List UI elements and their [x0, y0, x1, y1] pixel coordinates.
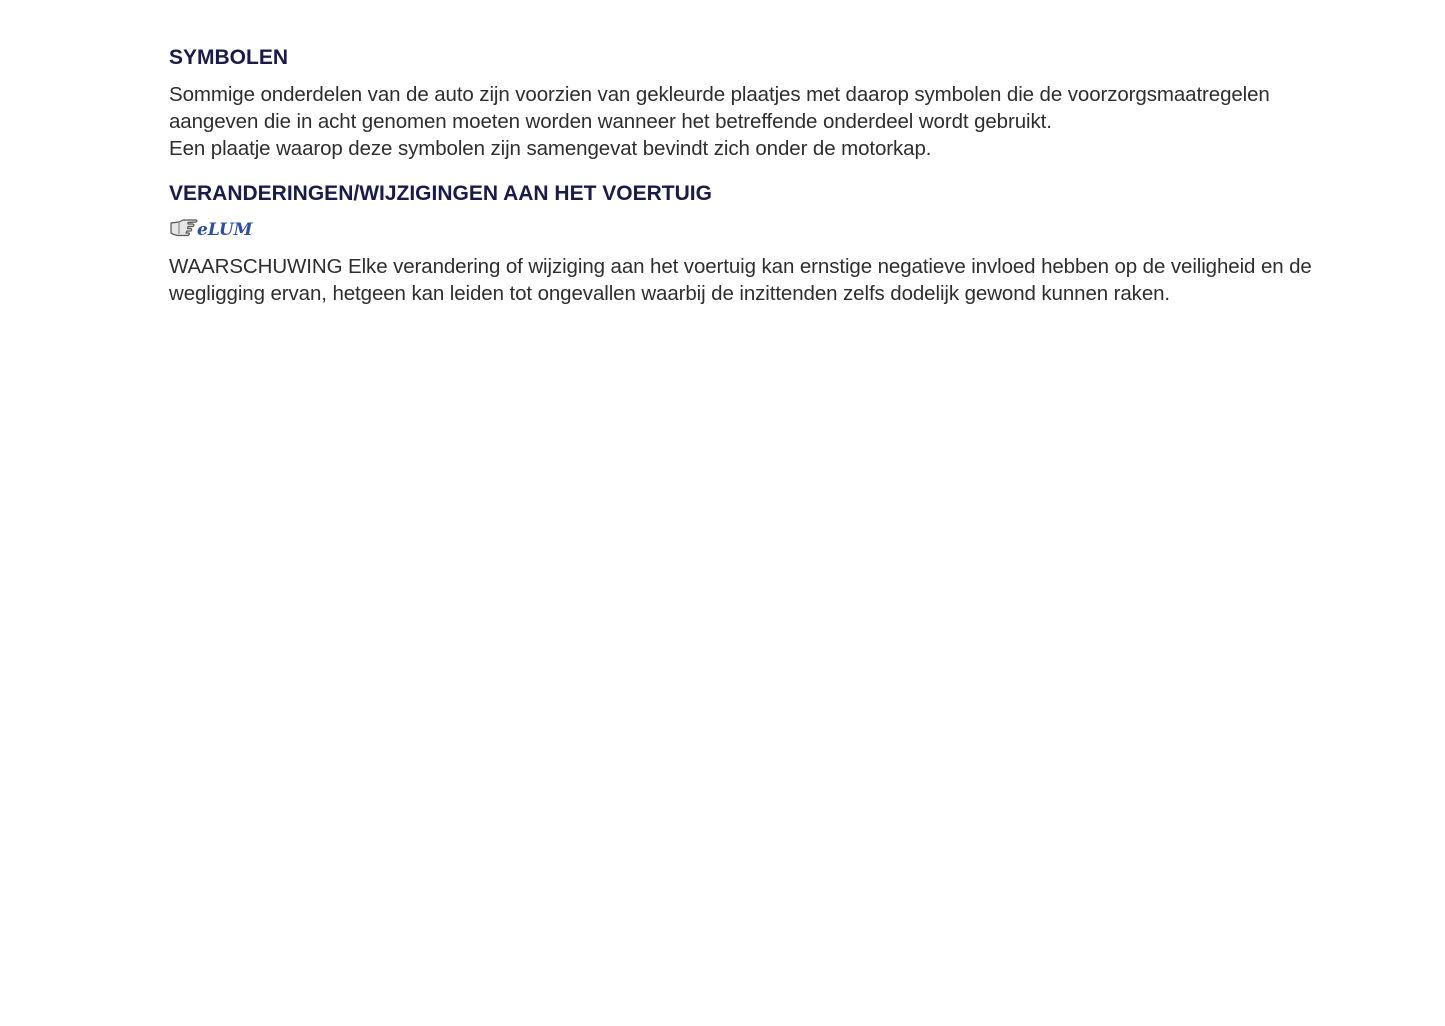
paragraph-line: Een plaatje waarop deze symbolen zijn samengevat bevindt zich onder de motorkap. [169, 137, 932, 160]
logo-lettering: eLUM [197, 220, 253, 240]
section-paragraph-veranderingen [169, 253, 1369, 307]
section-heading-symbolen: SYMBOLEN [169, 46, 289, 69]
elum-logo [169, 213, 1369, 241]
paragraph-line: WAARSCHUWING Elke verandering of wijziging aan het voertuig kan ernstige negatieve invloed hebben op de veiligheid en de [169, 255, 1312, 278]
section-paragraph-symbolen [169, 81, 1369, 162]
paragraph-line: Sommige onderdelen van de auto zijn voorzien van gekleurde plaatjes met daarop symbolen die de voorzorgsmaatregelen [169, 83, 1270, 106]
section-heading-veranderingen: VERANDERINGEN/WIJZIGINGEN AAN HET VOERTUIG [169, 182, 712, 205]
pointing-hand-icon [169, 214, 253, 240]
paragraph-line: wegligging ervan, hetgeen kan leiden tot ongevallen waarbij de inzittenden zelfs dodelijk gewond kunnen raken. [169, 282, 1171, 305]
document-page [169, 44, 1369, 307]
paragraph-line: aangeven die in acht genomen moeten worden wanneer het betreffende onderdeel wordt gebruikt. [169, 110, 1052, 133]
